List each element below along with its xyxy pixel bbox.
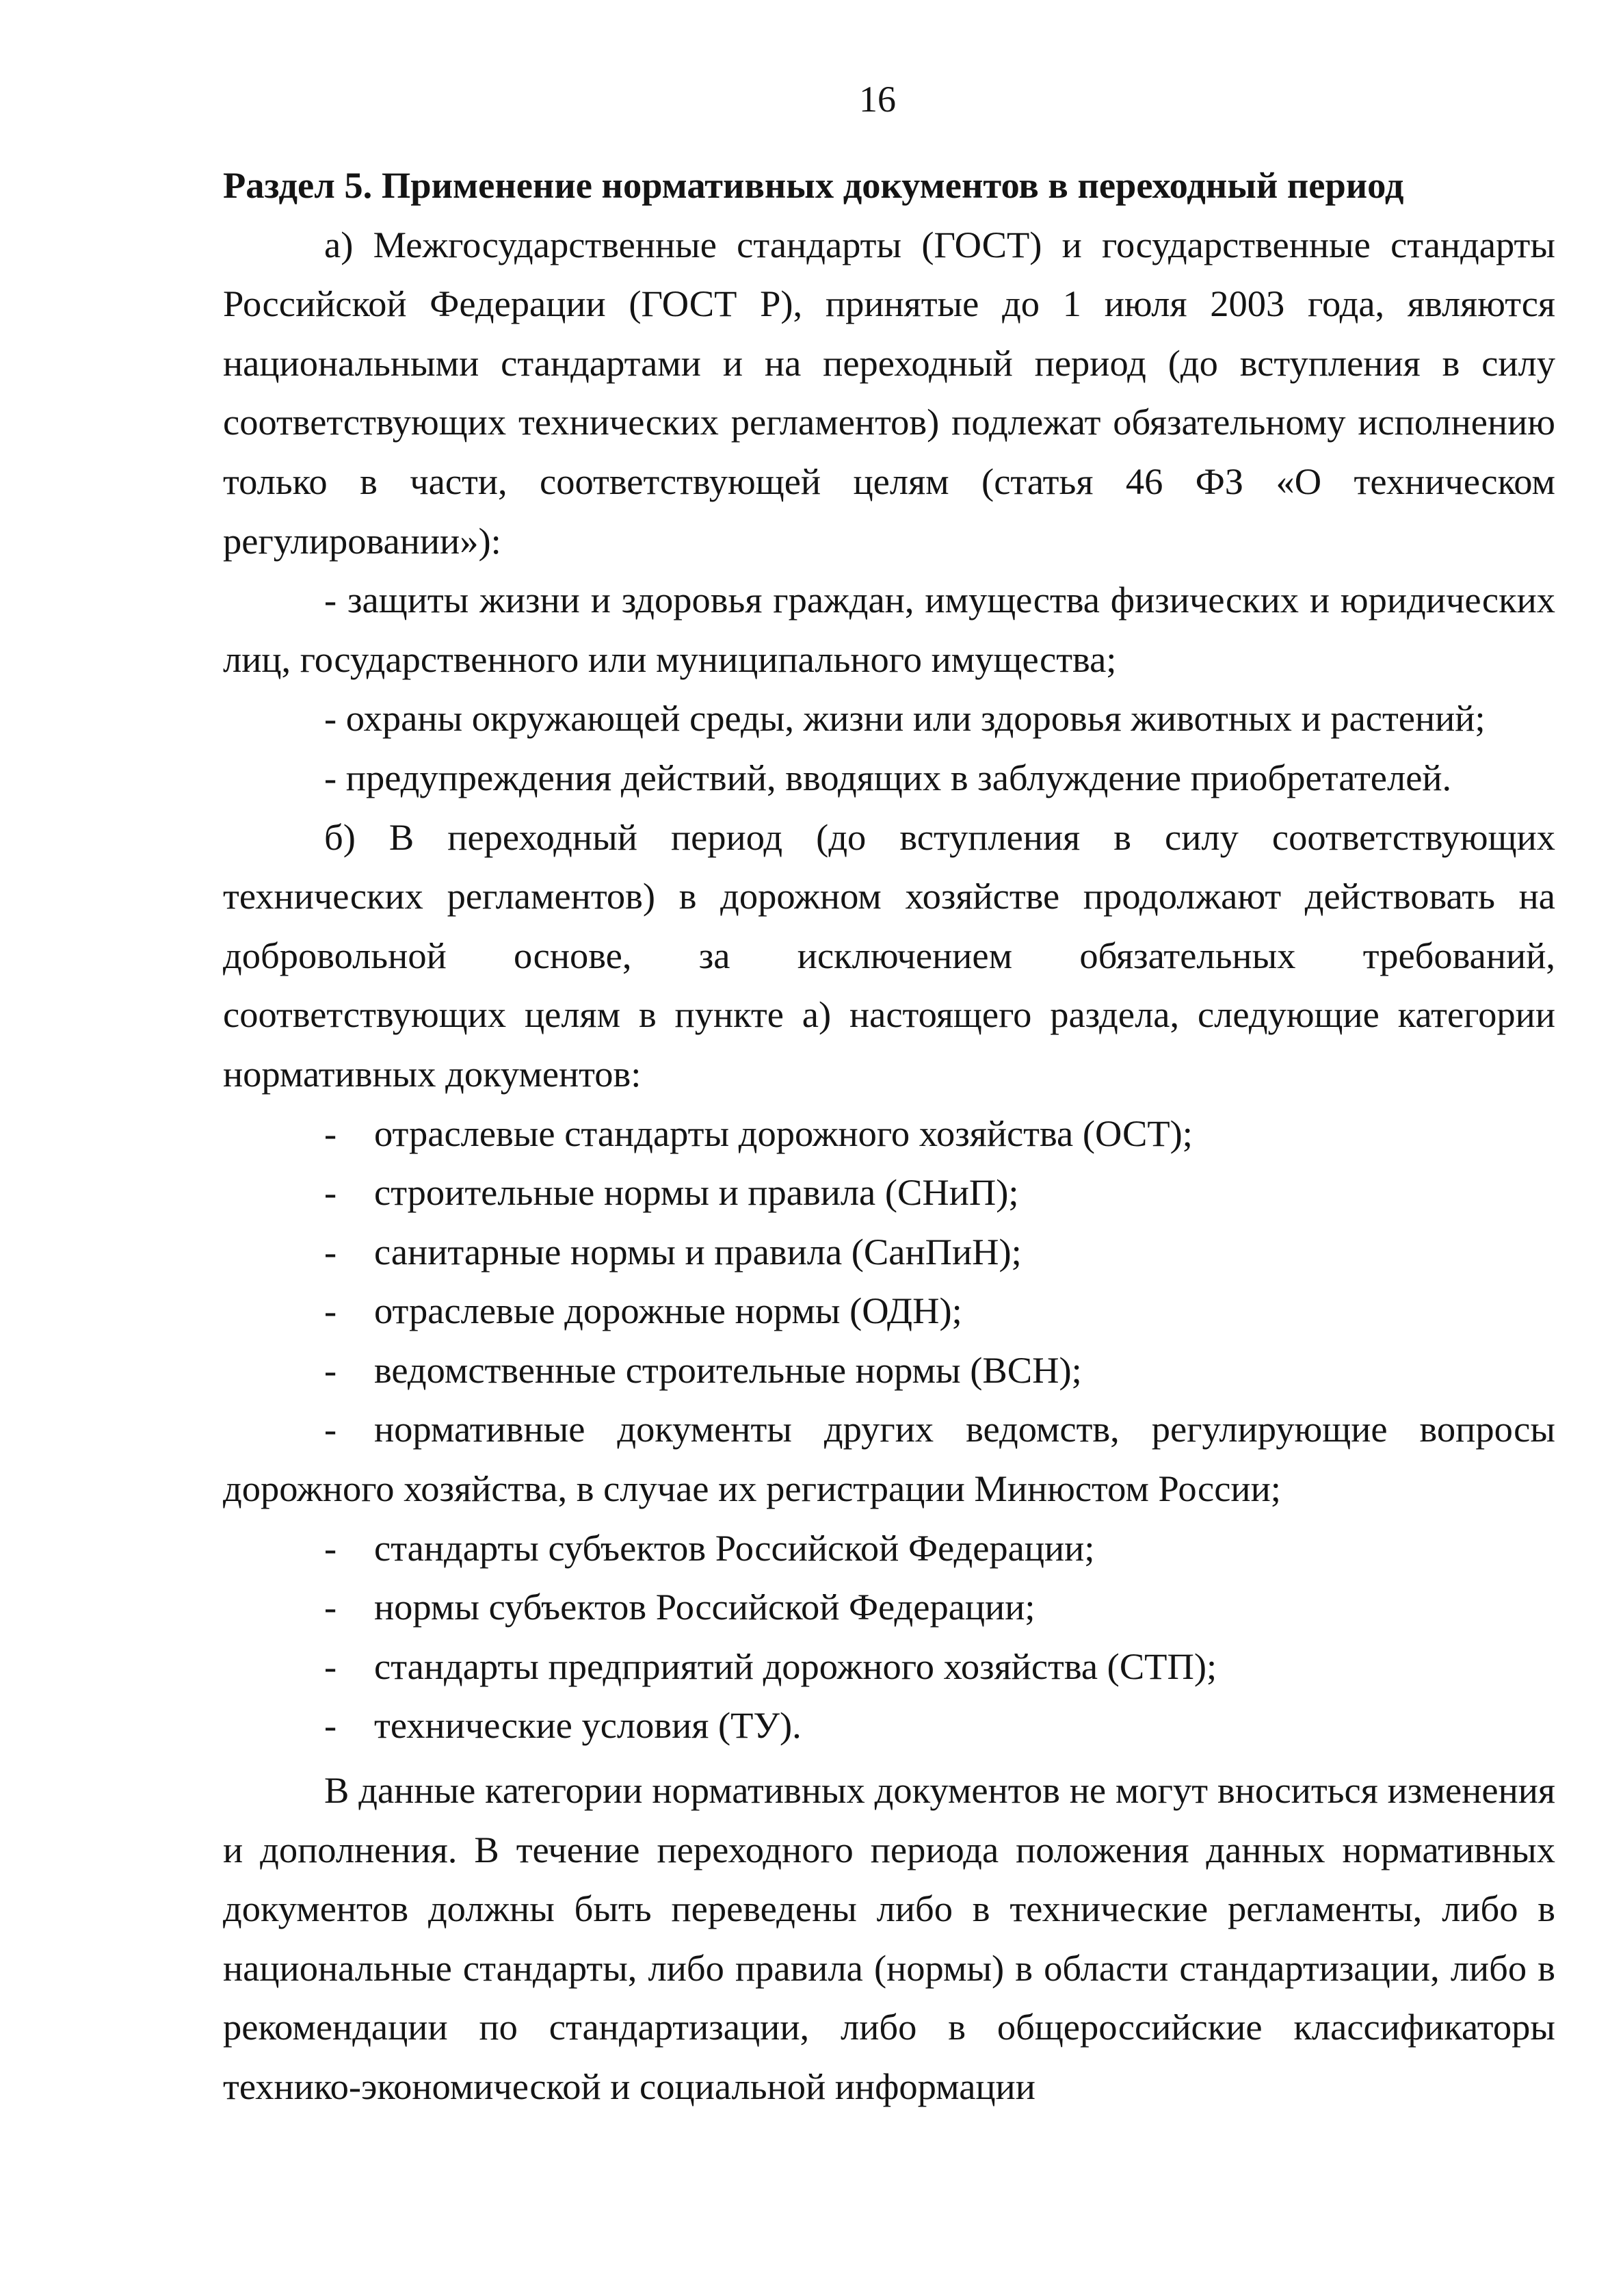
category-text: санитарные нормы и правила (СанПиН); bbox=[374, 1230, 1022, 1273]
goal-item-misleading: - предупреждения действий, вводящих в заблуждение приобретателей. bbox=[324, 756, 1452, 798]
category-text: отраслевые стандарты дорожного хозяйства (ОСТ); bbox=[374, 1112, 1193, 1154]
category-text: стандарты субъектов Российской Федерации; bbox=[374, 1526, 1095, 1569]
category-item-vsn bbox=[223, 1341, 1555, 1400]
category-text: стандарты предприятий дорожного хозяйства (СТП); bbox=[374, 1645, 1217, 1687]
goal-item-environment: - охраны окружающей среды, жизни или здоровья животных и растений; bbox=[324, 697, 1486, 740]
goal-item-life-health: - защиты жизни и здоровья граждан, имущества физических и юридических лиц, государственного или муниципального имущества; bbox=[223, 579, 1555, 680]
category-text: ведомственные строительные нормы (ВСН); bbox=[374, 1348, 1082, 1391]
list-dash: - bbox=[324, 1348, 337, 1391]
list-dash: - bbox=[324, 1290, 337, 1332]
paragraph-final: В данные категории нормативных документов не могут вноситься изменения и дополнения. В течение переходного периода положения данных нормативных документов должны быть переведены либо в технические регламенты, либо в национальные стандарты, либо правила (нормы) в области стандартизации, либо в рекомендации по стандартизации, либо в общероссийские классификаторы технико-экономической и социальной информации bbox=[223, 1769, 1555, 2107]
category-text: строительные нормы и правила (СНиП); bbox=[374, 1171, 1019, 1214]
category-item-odn bbox=[223, 1281, 1555, 1341]
list-dash: - bbox=[324, 1586, 337, 1628]
category-item-sanpin bbox=[223, 1223, 1555, 1282]
category-item-other-agencies bbox=[223, 1400, 1555, 1518]
category-item-regional-norms bbox=[223, 1578, 1555, 1637]
paragraph-a: а) Межгосударственные стандарты (ГОСТ) и государственные стандарты Российской Федерации (ГОСТ Р), принятые до 1 июля 2003 года, являются национальными стандартами и на переходный период (до вступления в силу соответствующих технических регламентов) подлежат обязательному исполнению только в части, соответствующей целям (статья 46 ФЗ «О техническом регулировании»): bbox=[223, 223, 1555, 562]
list-dash: - bbox=[324, 1171, 337, 1214]
list-dash: - bbox=[324, 1408, 337, 1450]
list-dash: - bbox=[324, 1645, 337, 1687]
category-text: нормы субъектов Российской Федерации; bbox=[374, 1586, 1035, 1628]
paragraph-b: б) В переходный период (до вступления в силу соответствующих технических регламентов) в дорожном хозяйстве продолжают действовать на добровольной основе, за исключением обязательных требований, соответствующих целям в пункте а) настоящего раздела, следующие категории нормативных документов: bbox=[223, 816, 1555, 1095]
category-item-snip bbox=[223, 1163, 1555, 1223]
page-content bbox=[223, 156, 1555, 2117]
list-dash: - bbox=[324, 1112, 337, 1154]
category-item-ost bbox=[223, 1104, 1555, 1164]
list-dash: - bbox=[324, 1230, 337, 1273]
category-text: технические условия (ТУ). bbox=[374, 1704, 802, 1747]
category-item-regional-standards bbox=[223, 1519, 1555, 1578]
page-number: 16 bbox=[859, 79, 896, 120]
section-heading: Раздел 5. Применение нормативных документов в переходный период bbox=[223, 164, 1404, 206]
list-dash: - bbox=[324, 1704, 337, 1747]
category-text: нормативные документы других ведомств, регулирующие вопросы дорожного хозяйства, в случае их регистрации Минюстом России; bbox=[223, 1408, 1555, 1510]
list-dash: - bbox=[324, 1526, 337, 1569]
category-text: отраслевые дорожные нормы (ОДН); bbox=[374, 1290, 962, 1332]
category-item-tu bbox=[223, 1696, 1555, 1756]
category-item-stp bbox=[223, 1637, 1555, 1697]
